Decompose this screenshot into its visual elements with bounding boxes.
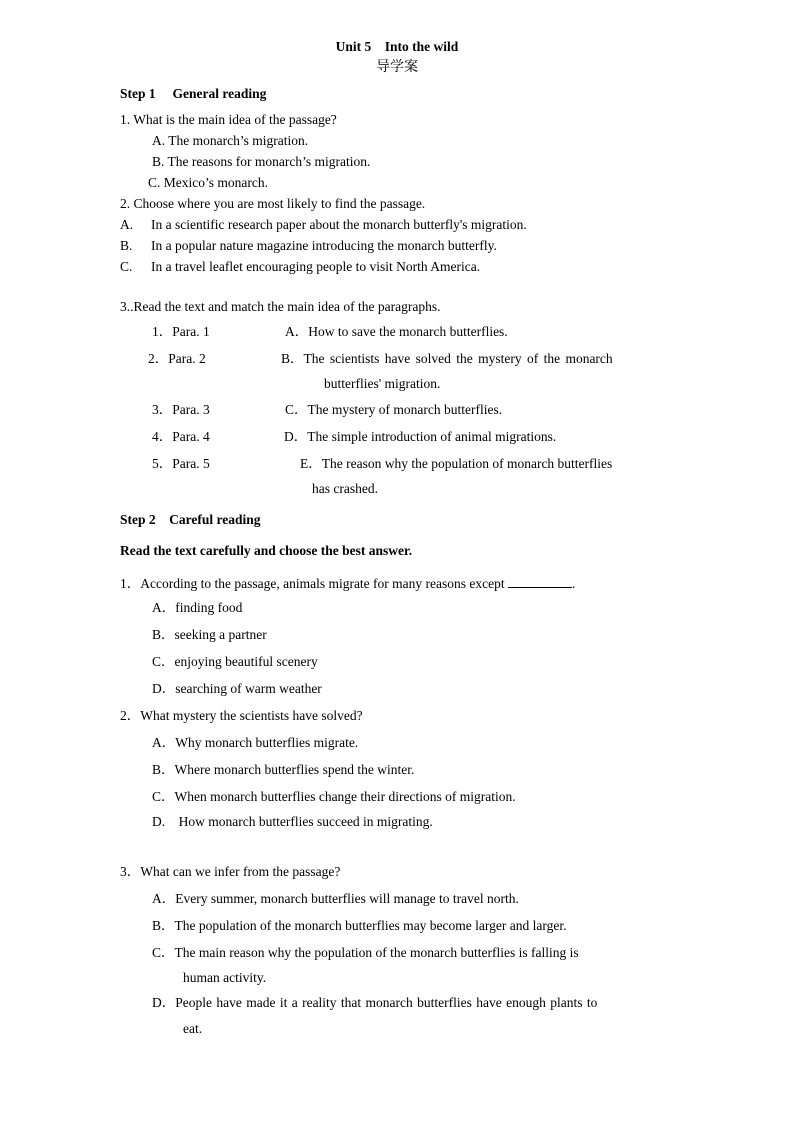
cq1-option-c: C．enjoying beautiful scenery — [152, 654, 318, 669]
match-num-4: 4．Para. 4 — [152, 429, 210, 444]
q2-option-a-text: In a scientific research paper about the monarch butterfly's migration. — [151, 217, 527, 232]
cq2-option-c: C．When monarch butterflies change their directions of migration. — [152, 789, 516, 804]
cq3-question: 3．What can we infer from the passage? — [120, 864, 341, 879]
cq2-option-b: B．Where monarch butterflies spend the winter. — [152, 762, 415, 777]
q1-question: 1. What is the main idea of the passage? — [120, 112, 337, 127]
match-answer-5: E．The reason why the population of monarch butterflies — [300, 456, 613, 471]
page-title: Unit 5 Into the wild — [335, 39, 459, 54]
match-num-1: 1．Para. 1 — [152, 324, 210, 339]
cq2-question: 2．What mystery the scientists have solved? — [120, 708, 363, 723]
page-subtitle: 导学案 — [376, 59, 418, 75]
q2-option-b-letter: B. — [120, 238, 133, 253]
match-answer-5-cont: has crashed. — [312, 481, 378, 496]
q2-option-a-letter: A. — [120, 217, 134, 232]
cq1-question — [120, 575, 575, 591]
cq3-option-b: B．The population of the monarch butterflies may become larger and larger. — [152, 918, 567, 933]
q2-option-c-text: In a travel leaflet encouraging people to visit North America. — [151, 259, 481, 274]
cq3-option-c: C．The main reason why the population of the monarch butterflies is falling is — [152, 945, 579, 960]
q2-question: 2. Choose where you are most likely to find the passage. — [120, 196, 426, 211]
step1-heading: Step 1 General reading — [120, 86, 267, 101]
q2-option-c-letter: C. — [120, 259, 133, 274]
match-num-3: 3．Para. 3 — [152, 402, 210, 417]
match-answer-2: B．The scientists have solved the mystery of the monarch — [281, 351, 613, 366]
cq3-option-d-cont: eat. — [183, 1021, 203, 1036]
cq1-text: 1．According to the passage, animals migrate for many reasons except — [120, 576, 505, 591]
cq1-end: . — [572, 576, 576, 591]
cq3-option-a: A．Every summer, monarch butterflies will manage to travel north. — [152, 891, 519, 906]
q3-question: 3..Read the text and match the main idea of the paragraphs. — [120, 299, 441, 314]
q1-option-a: A. The monarch’s migration. — [152, 133, 309, 148]
answer-blank — [508, 575, 572, 588]
step2-instruction: Read the text carefully and choose the best answer. — [120, 543, 413, 558]
cq2-option-d: D. How monarch butterflies succeed in migrating. — [152, 814, 433, 829]
match-answer-3: C．The mystery of monarch butterflies. — [285, 402, 503, 417]
q1-option-c: C. Mexico’s monarch. — [148, 175, 268, 190]
match-answer-1: A．How to save the monarch butterflies. — [285, 324, 508, 339]
cq1-option-a: A．finding food — [152, 600, 243, 615]
q1-option-b: B. The reasons for monarch’s migration. — [152, 154, 371, 169]
match-num-5: 5．Para. 5 — [152, 456, 210, 471]
cq1-option-d: D．searching of warm weather — [152, 681, 322, 696]
match-num-2: 2．Para. 2 — [148, 351, 206, 366]
q2-option-b-text: In a popular nature magazine introducing the monarch butterfly. — [151, 238, 497, 253]
cq1-option-b: B．seeking a partner — [152, 627, 267, 642]
cq3-option-d: D．People have made it a reality that monarch butterflies have enough plants to — [152, 995, 598, 1010]
step2-heading: Step 2 Careful reading — [120, 512, 261, 527]
cq2-option-a: A．Why monarch butterflies migrate. — [152, 735, 359, 750]
cq3-option-c-cont: human activity. — [183, 970, 267, 985]
match-answer-2-cont: butterflies' migration. — [324, 376, 441, 391]
match-answer-4: D．The simple introduction of animal migrations. — [284, 429, 557, 444]
